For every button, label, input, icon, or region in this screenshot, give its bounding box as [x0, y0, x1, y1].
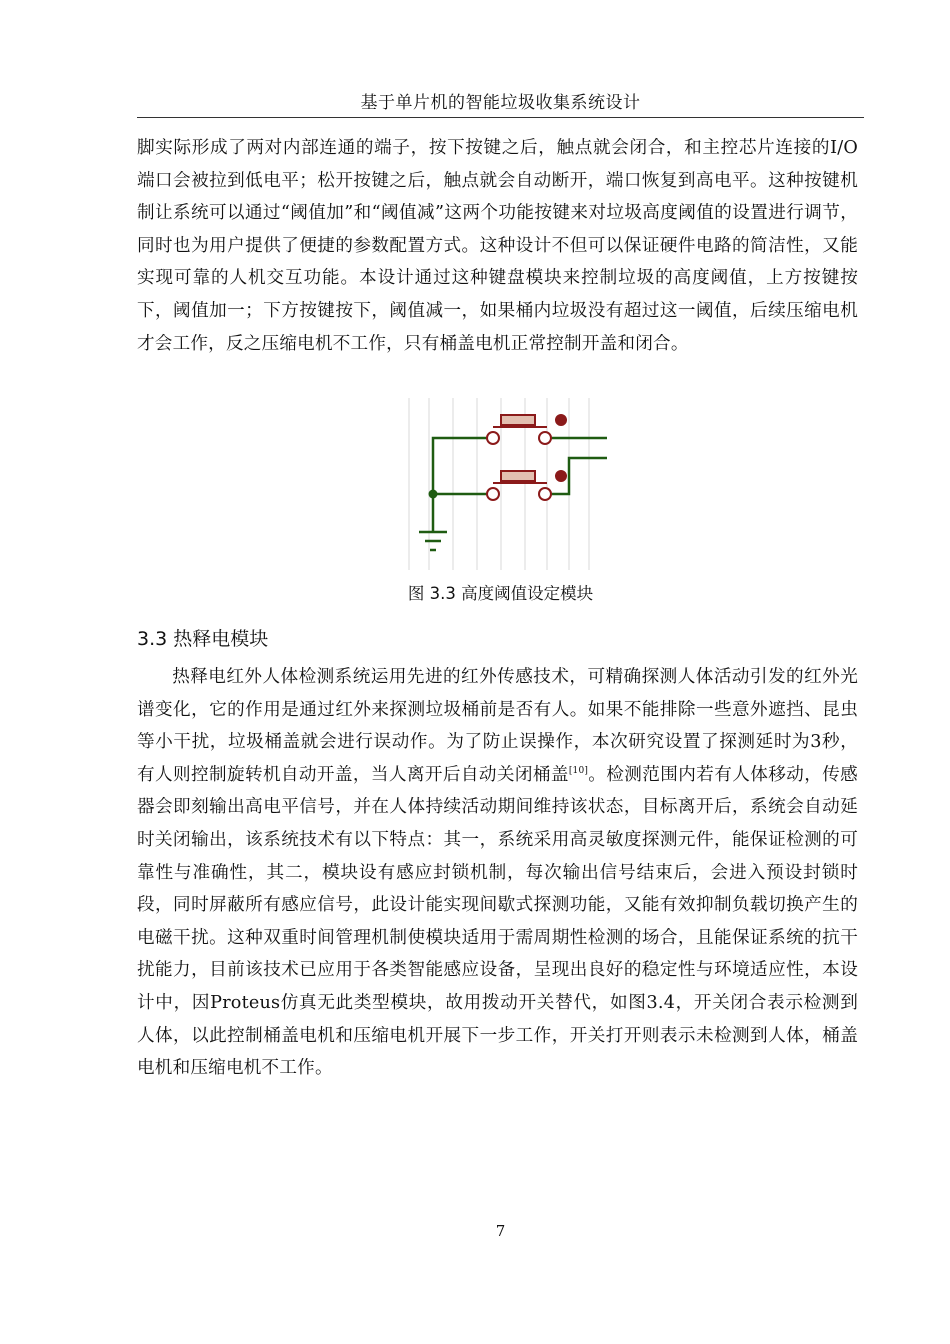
wires	[433, 438, 607, 532]
paragraph2-text-a: 热释电红外人体检测系统运用先进的红外传感技术，可精确探测人体活动引发的红外光谱变化，它的作用是通过红外来探测垃圾桶前是否有人。如果不能排除一些意外遮挡、昆虫等小干扰，垃圾桶盖就会进行误动作。为了防止误操作，本次研究设置了探测延时为3秒，有人则控制旋转机自动开盖，当人离开后自动关闭桶盖	[137, 667, 858, 785]
circuit-figure	[397, 398, 609, 570]
button-down	[487, 471, 566, 500]
ground-symbol	[419, 532, 447, 550]
section-heading: 3.3 热释电模块	[137, 628, 269, 650]
body-paragraph-2	[137, 661, 858, 1085]
citation-ref: [10]	[568, 765, 589, 776]
button-up	[487, 415, 566, 444]
running-header: 基于单片机的智能垃圾收集系统设计	[360, 93, 641, 113]
page-number: 7	[495, 1222, 506, 1240]
body-paragraph-1: 脚实际形成了两对内部连通的端子，按下按键之后，触点就会闭合，和主控芯片连接的I/O端口会被拉到低电平；松开按键之后，触点就会自动断开，端口恢复到高电平。这种按键机制让系统可以通过“阈值加”和“阈值减”这两个功能按键来对垃圾高度阈值的设置进行调节，同时也为用户提供了便捷的参数配置方式。这种设计不但可以保证硬件电路的简洁性，又能实现可靠的人机交互功能。本设计通过这种键盘模块来控制垃圾的高度阈值，上方按键按下，阈值加一；下方按键按下，阈值减一，如果桶内垃圾没有超过这一阈值，后续压缩电机才会工作，反之压缩电机不工作，只有桶盖电机正常控制开盖和闭合。	[137, 138, 858, 354]
header-rule	[137, 117, 864, 118]
paragraph2-text-b: 。检测范围内若有人体移动，传感器会即刻输出高电平信号，并在人体持续活动期间维持该状态，目标离开后，系统会自动延时关闭输出，该系统技术有以下特点：其一，系统采用高灵敏度探测元件，能保证检测的可靠性与准确性，其二，模块设有感应封锁机制，每次输出信号结束后，会进入预设封锁时段，同时屏蔽所有感应信号，此设计能实现间歇式探测功能，又能有效抑制负载切换产生的电磁干扰。这种双重时间管理机制使模块适用于需周期性检测的场合，且能保证系统的抗干扰能力，目前该技术已应用于各类智能感应设备，呈现出良好的稳定性与环境适应性，本设计中，因Proteus仿真无此类型模块，故用拨动开关替代，如图3.4，开关闭合表示检测到人体，以此控制桶盖电机和压缩电机开展下一步工作，开关打开则表示未检测到人体，桶盖电机和压缩电机不工作。	[137, 764, 858, 1079]
figure-caption: 图 3.3 高度阈值设定模块	[407, 584, 594, 603]
junction-dot	[429, 490, 438, 499]
